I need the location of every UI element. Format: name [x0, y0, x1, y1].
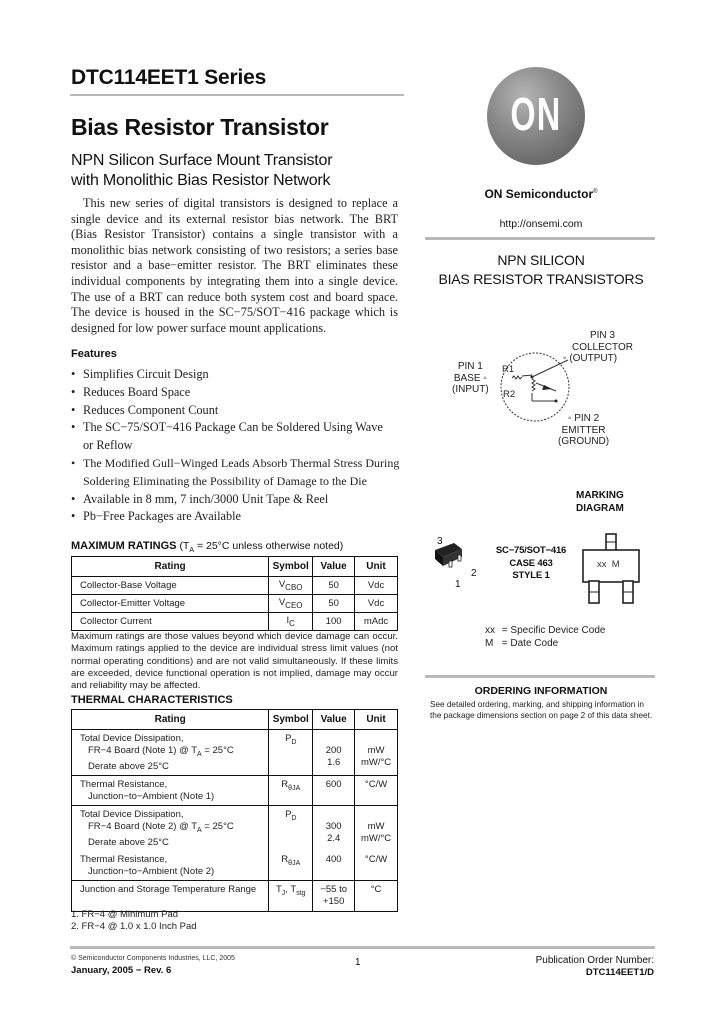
ordering-divider	[425, 675, 655, 678]
pin-terminal-icon: ◦	[567, 413, 572, 424]
intro-paragraph: This new series of digital transistors is designed to replace a single device and its external resistor bias network. The BRT (Bias Resistor Transistor) contains a single transistor with a monolithic bias network consisting of two resistors; a series base resistor and a base−emitter resistor. The BRT eliminates these individual components by integrating them into a single device. The use of a BRT can reduce both system cost and board space. The device is housed in the SC−75/SOT−416 package which is designed for low power surface mount applications.	[71, 196, 398, 335]
bullet-icon: •	[71, 509, 76, 524]
pin2-label: ◦ PIN 2 EMITTER (GROUND)	[558, 413, 610, 447]
publication-number: DTC114EET1/D	[585, 967, 654, 978]
table-row: Collector-Emitter Voltage $V_{CEO}$ 50 Vdc	[72, 595, 398, 613]
table-row: Thermal Resistance, Junction−to−Ambient (Note 1) $R_{\theta JA}$ 600 °C/W	[72, 775, 398, 805]
r1-label: R1	[502, 364, 515, 375]
pin-number-1: 1	[455, 579, 461, 590]
subtitle	[71, 151, 332, 191]
thermal-table	[71, 709, 398, 912]
feature-item: • Simplifies Circuit Design	[71, 366, 406, 384]
marking-chip-icon	[582, 533, 642, 615]
feature-item: • Pb−Free Packages are Available	[71, 508, 406, 526]
product-category-heading: NPN SILICON BIAS RESISTOR TRANSISTORS	[438, 252, 644, 287]
subtitle-line-1: NPN Silicon Surface Mount Transistor	[71, 152, 333, 169]
bullet-icon: •	[71, 367, 76, 381]
feature-item: • Reduces Component Count	[71, 402, 406, 420]
title-divider	[70, 94, 404, 96]
bullet-icon: •	[71, 491, 76, 506]
bullet-icon: •	[71, 402, 76, 417]
publication-label: Publication Order Number:	[535, 955, 654, 966]
feature-item: • Available in 8 mm, 7 inch/3000 Unit Tape & Reel	[71, 491, 406, 509]
pin-terminal-icon: ◦	[563, 353, 567, 364]
series-title: DTC114EET1 Series	[71, 66, 267, 89]
max-ratings-note: Maximum ratings are those values beyond which device damage can occur. Maximum ratings applied to the device are individual stress limit values (not normal operating conditions) and are not valid simultaneously. If these limits are exceeded, device functional operation is not implied, damage may occur and reliability may be affected.	[71, 631, 398, 692]
bullet-icon: •	[71, 384, 76, 399]
bullet-icon: •	[71, 420, 76, 435]
r2-label: R2	[503, 389, 516, 400]
ordering-heading: ORDERING INFORMATION	[474, 685, 608, 697]
page-number: 1	[355, 957, 361, 968]
date-revision: January, 2005 − Rev. 6	[71, 965, 172, 976]
table-row: Thermal Resistance, Junction−to−Ambient (Note 2) $R_{\theta JA}$ 400 °C/W	[72, 851, 398, 881]
table-row: Total Device Dissipation, FR−4 Board (Note 2) @ $T_A = 25^\circ C$ Derate above 25°C $P_D$ 300 2.4 mW mW/°C	[72, 805, 398, 850]
bullet-icon: •	[71, 455, 76, 470]
pin-number-3: 3	[437, 536, 443, 547]
main-title: Bias Resistor Transistor	[71, 114, 329, 140]
features-heading: Features	[71, 348, 117, 360]
table-row: Collector-Base Voltage $V_{CBO}$ 50 Vdc	[72, 577, 398, 595]
brand-name: ON Semiconductor®	[484, 187, 598, 201]
subtitle-line-2: with Monolithic Bias Resistor Network	[71, 172, 331, 189]
table-row: Total Device Dissipation, FR−4 Board (Note 1) @ $T_A = 25^\circ C$ Derate above 25°C $P_D$ 200 1.6 mW mW/°C	[72, 730, 398, 776]
footer-divider	[70, 946, 655, 949]
footnote-1: 1. FR−4 @ Minimum Pad	[71, 909, 179, 920]
feature-item: • The Modified Gull−Winged Leads Absorb Thermal Stress During Soldering Eliminating the Possibility of Damage to the Die	[71, 455, 400, 488]
max-ratings-heading: MAXIMUM RATINGS ($T_A = 25^\circ C$ unless otherwise noted)	[71, 540, 344, 555]
pin3-sub-label: ◦ (OUTPUT)	[563, 353, 618, 364]
right-divider	[425, 237, 655, 240]
pin-terminal-icon: ◦	[483, 372, 487, 384]
table-header-row: Rating Symbol Value Unit	[72, 710, 398, 730]
marking-diagram-heading: MARKING DIAGRAM	[576, 490, 624, 514]
features-list	[71, 366, 406, 526]
website-link[interactable]: http://onsemi.com	[499, 218, 583, 230]
footnote-2: 2. FR−4 @ 1.0 x 1.0 Inch Pad	[71, 921, 197, 932]
pin-number-2: 2	[471, 568, 477, 579]
thermal-heading: THERMAL CHARACTERISTICS	[71, 694, 233, 706]
pin1-label: PIN 1 BASE ◦ (INPUT)	[452, 361, 489, 395]
chip-marking-text: xx M	[597, 559, 620, 570]
max-ratings-table	[71, 556, 398, 631]
marking-legend	[485, 625, 605, 650]
ordering-text: See detailed ordering, marking, and shipping information in the package dimensions section on page 2 of this data sheet.	[430, 700, 653, 720]
copyright: © Semiconductor Components Industries, LLC, 2005	[71, 955, 235, 962]
on-semi-logo	[487, 67, 585, 165]
table-row: Junction and Storage Temperature Range $T_J$, $T_{stg}$ −55 to +150 °C	[72, 881, 398, 912]
legend-item: xx = Specific Device Code	[485, 625, 606, 636]
logo-text: ON	[510, 88, 562, 140]
pin3-label: PIN 3 COLLECTOR	[572, 330, 633, 353]
feature-item: • The SC−75/SOT−416 Package Can be Soldered Using Wave or Reflow	[71, 420, 383, 453]
table-header-row: Rating Symbol Value Unit	[72, 557, 398, 577]
footnotes	[71, 909, 197, 933]
feature-item: • Reduces Board Space	[71, 384, 406, 402]
package-designation: SC−75/SOT−416 CASE 463 STYLE 1	[495, 545, 567, 581]
table-row: Collector Current $I_C$ 100 mAdc	[72, 613, 398, 631]
legend-item: M = Date Code	[485, 637, 559, 649]
